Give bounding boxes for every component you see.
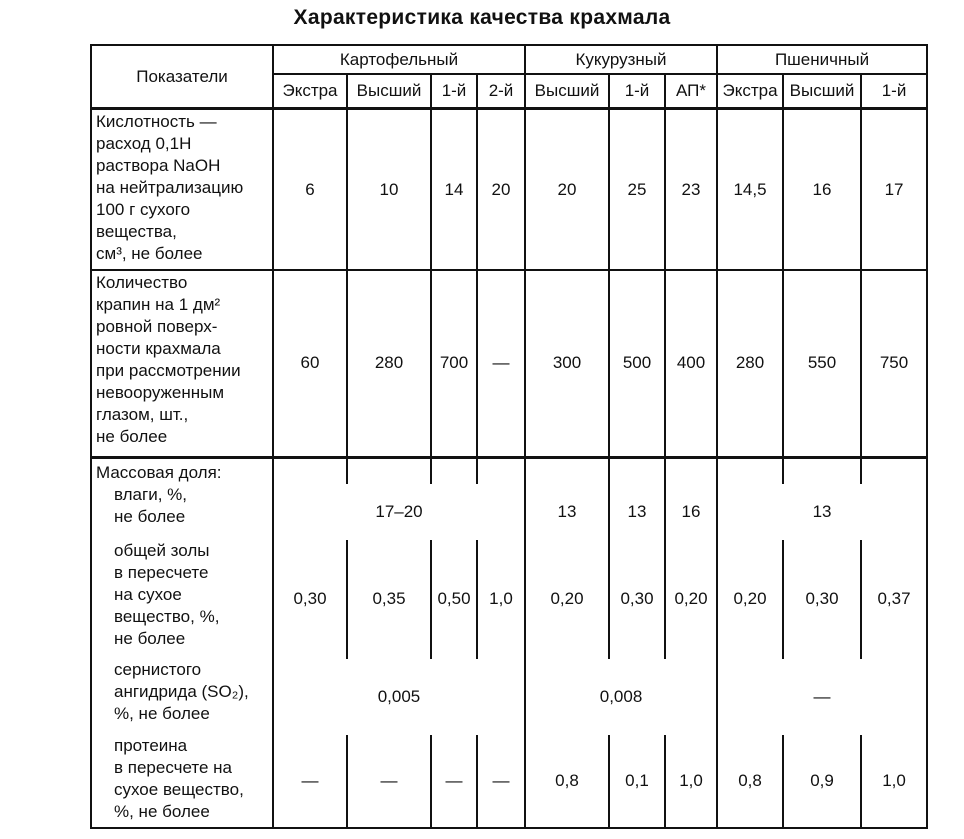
grade-header: 1-й xyxy=(609,74,665,109)
label-line: ности крахмала xyxy=(96,338,221,358)
cell-value: 20 xyxy=(525,109,609,270)
cell-value: 280 xyxy=(717,270,783,457)
label-line: расход 0,1Н xyxy=(96,134,192,154)
cell-value: 0,8 xyxy=(717,735,783,828)
cell-value: 13 xyxy=(717,484,927,540)
label-line: не более xyxy=(96,426,168,446)
grade-header: Высший xyxy=(525,74,609,109)
table-row-sulfur xyxy=(91,659,927,735)
cell-value: 0,37 xyxy=(861,540,927,659)
cell-value: 0,30 xyxy=(273,540,347,659)
cell-value: 1,0 xyxy=(477,540,525,659)
cell-value: 23 xyxy=(665,109,717,270)
cell-value: 0,8 xyxy=(525,735,609,828)
table-row-mass-heading xyxy=(91,457,927,484)
table-row-specks xyxy=(91,270,927,457)
label-line: в пересчете xyxy=(114,563,209,583)
cell-value: 280 xyxy=(347,270,431,457)
cell-value: 25 xyxy=(609,109,665,270)
row-label-specks xyxy=(91,270,273,457)
label-line: сухое вещество, xyxy=(114,780,244,800)
grade-header: 1-й xyxy=(861,74,927,109)
label-line: ангидрида (SO₂), xyxy=(114,681,249,701)
label-line: не более xyxy=(114,629,186,649)
label-line: невооруженным xyxy=(96,382,225,402)
cell-value: 500 xyxy=(609,270,665,457)
row-label-protein xyxy=(91,735,273,828)
cell-value: 0,20 xyxy=(665,540,717,659)
cell-value: 0,30 xyxy=(783,540,861,659)
cell-value: 6 xyxy=(273,109,347,270)
cell-value: 0,35 xyxy=(347,540,431,659)
group-wheat: Пшеничный xyxy=(717,45,927,74)
grade-header: Высший xyxy=(783,74,861,109)
label-line: ровной поверх- xyxy=(96,316,218,336)
cell-value: — xyxy=(273,735,347,828)
label-line: Кислотность — xyxy=(96,112,217,132)
cell-value: 14 xyxy=(431,109,477,270)
row-label-ash xyxy=(91,540,273,659)
label-line: не более xyxy=(114,506,186,526)
cell-value: — xyxy=(347,735,431,828)
label-line: протеина xyxy=(114,736,188,756)
cell-value: — xyxy=(431,735,477,828)
cell-value: 0,1 xyxy=(609,735,665,828)
cell-value: 0,20 xyxy=(717,540,783,659)
cell-value: 0,20 xyxy=(525,540,609,659)
label-line: глазом, шт., xyxy=(96,404,189,424)
label-line: крапин на 1 дм² xyxy=(96,294,221,314)
label-line: влаги, %, xyxy=(114,484,187,504)
row-label-mass: Массовая доля: xyxy=(91,457,273,484)
row-label-sulfur xyxy=(91,659,273,735)
label-line: общей золы xyxy=(114,541,210,561)
grade-header: АП* xyxy=(665,74,717,109)
label-line: см³, не более xyxy=(96,244,203,264)
label-line: %, не более xyxy=(114,703,210,723)
cell-value: 750 xyxy=(861,270,927,457)
group-potato: Картофельный xyxy=(273,45,525,74)
label-line: раствора NaOH xyxy=(96,156,221,176)
cell-value: 17 xyxy=(861,109,927,270)
cell-value: 16 xyxy=(783,109,861,270)
cell-value: 1,0 xyxy=(665,735,717,828)
grade-header: Высший xyxy=(347,74,431,109)
cell-value: 0,30 xyxy=(609,540,665,659)
table-row-acidity xyxy=(91,109,927,270)
cell-value: — xyxy=(477,270,525,457)
label-line: сернистого xyxy=(114,659,202,679)
cell-value: 13 xyxy=(525,484,609,540)
cell-value: 400 xyxy=(665,270,717,457)
cell-value: 20 xyxy=(477,109,525,270)
cell-value: 700 xyxy=(431,270,477,457)
cell-value: 0,50 xyxy=(431,540,477,659)
page-title: Характеристика качества крахмала xyxy=(293,6,671,29)
grade-header: Экстра xyxy=(717,74,783,109)
table-row-protein xyxy=(91,735,927,828)
grade-header: 2-й xyxy=(477,74,525,109)
cell-value: 13 xyxy=(609,484,665,540)
header-row-groups xyxy=(91,45,927,74)
label-line: %, не более xyxy=(114,802,210,822)
cell-value: — xyxy=(477,735,525,828)
label-line: Количество xyxy=(96,272,188,292)
cell-value: 17–20 xyxy=(273,484,525,540)
grade-header: Экстра xyxy=(273,74,347,109)
cell-value: 550 xyxy=(783,270,861,457)
label-line: вещества, xyxy=(96,222,177,242)
cell-value: 16 xyxy=(665,484,717,540)
grade-header: 1-й xyxy=(431,74,477,109)
label-line: в пересчете на xyxy=(114,758,232,778)
cell-value: 14,5 xyxy=(717,109,783,270)
cell-value: 60 xyxy=(273,270,347,457)
table-row-ash xyxy=(91,540,927,659)
label-line: при рассмотрении xyxy=(96,360,241,380)
row-label-acidity xyxy=(91,109,273,270)
group-corn: Кукурузный xyxy=(525,45,717,74)
starch-quality-table xyxy=(90,44,928,829)
cell-value: 0,9 xyxy=(783,735,861,828)
cell-value: 0,005 xyxy=(273,659,525,735)
label-line: 100 г сухого xyxy=(96,200,191,220)
cell-value: — xyxy=(717,659,927,735)
indicator-header: Показатели xyxy=(91,45,273,109)
label-line: на нейтрализацию xyxy=(96,178,244,198)
cell-value: 0,008 xyxy=(525,659,717,735)
cell-value: 300 xyxy=(525,270,609,457)
table-row-moisture xyxy=(91,484,927,540)
label-line: на сухое xyxy=(114,585,182,605)
row-label-moisture xyxy=(91,484,273,540)
cell-value: 1,0 xyxy=(861,735,927,828)
label-line: вещество, %, xyxy=(114,607,220,627)
cell-value: 10 xyxy=(347,109,431,270)
